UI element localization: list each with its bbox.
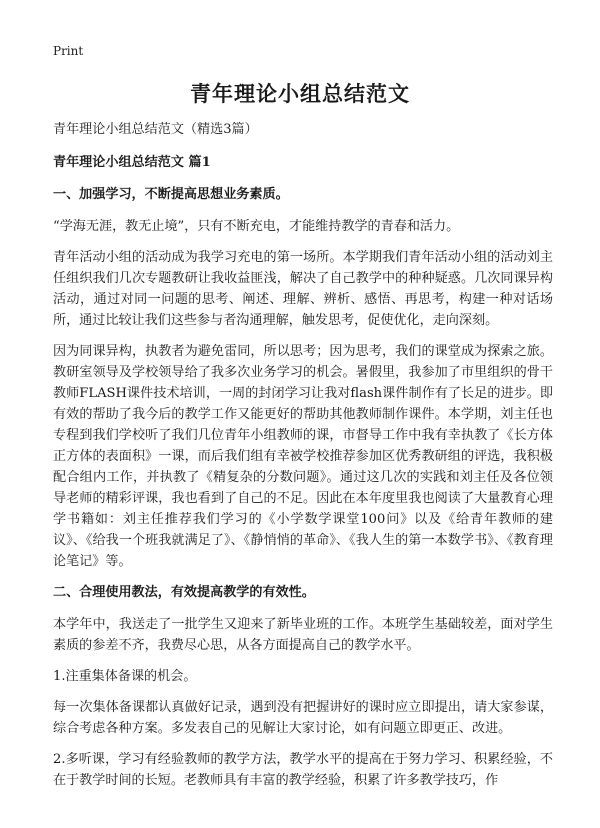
print-label[interactable]: Print — [53, 44, 84, 58]
paragraph-6: 每一次集体备课都认真做好记录，遇到没有把握讲好的课时应立即提出，请大家参谋，综合考虑各种方案。多发表自己的见解让大家讨论，如有问题立即更正、改进。 — [53, 700, 553, 736]
document-body — [53, 119, 553, 801]
paragraph-2: 青年活动小组的活动成为我学习充电的第一场所。本学期我们青年活动小组的活动刘主任组织我们几次专题教研让我收益匪浅，解决了自己教学中的种种疑惑。几次同课异构活动，通过对同一问题的思考、阐述、理解、辨析、感悟、再思考，构建一种对话场所，通过比较让我们这些参与者沟通理解，触发思考，促使优化，走向深刻。 — [53, 250, 553, 328]
section-title: 青年理论小组总结范文 篇1 — [53, 155, 211, 170]
heading-1: 一、加强学习，不断提高思想业务素质。 — [53, 187, 289, 202]
document-subtitle: 青年理论小组总结范文（精选3篇） — [53, 122, 258, 137]
paragraph-7: 2.多听课，学习有经验教师的教学方法，教学水平的提高在于努力学习、积累经验，不在于教学时间的长短。老教师具有丰富的教学经验，积累了许多教学技巧，作 — [53, 752, 553, 788]
paragraph-1: “学海无涯，教无止境”，只有不断充电，才能维持教学的青春和活力。 — [53, 219, 460, 234]
heading-2: 二、合理使用教法，有效提高教学的有效性。 — [53, 585, 315, 600]
paragraph-4: 本学年中，我送走了一批学生又迎来了新毕业班的工作。本班学生基础较差，面对学生素质的参差不齐，我费尽心思，从各方面提高自己的教学水平。 — [53, 617, 553, 653]
paragraph-5: 1.注重集体备课的机会。 — [53, 669, 197, 684]
paragraph-3: 因为同课异构，执教者为避免雷同，所以思考；因为思考，我们的课堂成为探索之旅。教研室领导及学校领导给了我多次业务学习的机会。暑假里，我参加了市里组织的骨干教师FLASH课件技术培训，一周的封闭学习让我对flash课件制作有了长足的进步。即有效的帮助了我今后的教学工作又能更好的帮助其他教师制作课件。本学期，刘主任也专程到我们学校听了我们几位青年小组教师的课，市督导工作中我有幸执教了《长方体正方体的表面积》一课，而后我们组有幸被学校推荐参加区优秀教研组的评选，我积极配合组内工作，并执教了《精复杂的分数问题》。通过这几次的实践和刘主任及各位领导老师的精彩评课，我也看到了自己的不足。因此在本年度里我也阅读了大量教育心理学书籍如：刘主任推荐我们学习的《小学数学课堂100问》以及《给青年教师的建议》、《给我一个班我就满足了》、《静悄悄的革命》、《我人生的第一本数学书》、《教育理论笔记》等。 — [53, 344, 553, 569]
page-title: 青年理论小组总结范文 — [190, 81, 410, 106]
